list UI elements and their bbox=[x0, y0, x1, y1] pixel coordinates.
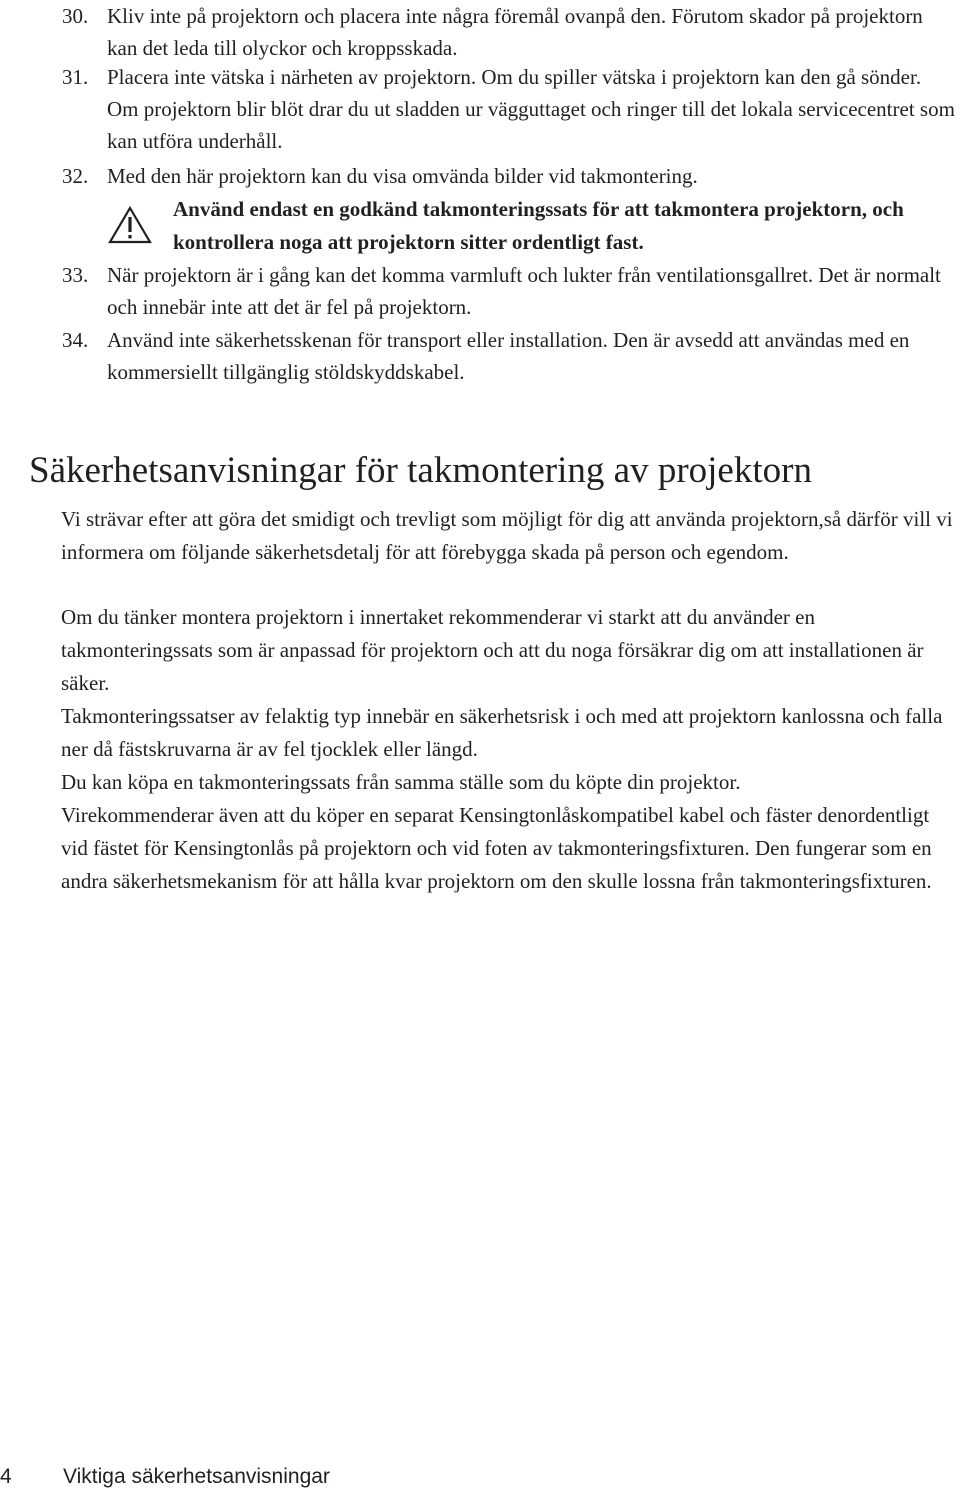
section-paragraph: Vi strävar efter att göra det smidigt och trevligt som möjligt för dig att använda projektorn,så därför vill vi informera om följande säkerhetsdetalj för att förebygga skada på person och egendom. bbox=[61, 507, 953, 564]
section-paragraph: Virekommenderar även att du köper en separat Kensingtonlåskompatibel kabel och fäster denordentligt vid fästet för Kensingtonlås på projektorn och vid foten av takmonteringsfixturen. Den fungerar som en andra säkerhetsmekanism för att hålla kvar projektorn om den skulle lossna från takmonteringsfixturen. bbox=[61, 803, 932, 893]
list-item-text: Med den här projektorn kan du visa omvända bilder vid takmontering. bbox=[107, 164, 698, 188]
footer-title: Viktiga säkerhetsanvisningar bbox=[63, 1465, 330, 1488]
list-item-number: 32. bbox=[62, 164, 89, 188]
list-item-number: 30. bbox=[62, 4, 89, 28]
section-paragraph: Takmonteringssatser av felaktig typ innebär en säkerhetsrisk i och med att projektorn kanlossna och falla ner då fästskruvarna är av fel tjocklek eller längd. bbox=[61, 704, 943, 761]
list-item-number: 33. bbox=[62, 263, 89, 287]
warning-triangle-icon bbox=[108, 205, 152, 245]
section-paragraph: Du kan köpa en takmonteringssats från samma ställe som du köpte din projektor. bbox=[61, 770, 741, 794]
warning-text: Använd endast en godkänd takmonteringssats för att takmontera projektorn, och kontrollera noga att projektorn sitter ordentligt fast. bbox=[173, 197, 904, 254]
section-title: Säkerhetsanvisningar för takmontering av projektorn bbox=[29, 450, 812, 491]
list-item-number: 31. bbox=[62, 65, 89, 89]
section-paragraph: Om du tänker montera projektorn i innertaket rekommenderar vi starkt att du använder en takmonteringssats som är anpassad för projektorn och att du noga försäkrar dig om att installationen är säker. bbox=[61, 605, 924, 695]
list-item-text: Placera inte vätska i närheten av projektorn. Om du spiller vätska i projektorn kan den gå sönder. Om projektorn blir blöt drar du ut sladden ur vägguttaget och ringer till det lokala servicecentret som kan utföra underhåll. bbox=[107, 65, 955, 153]
page-number: 4 bbox=[0, 1465, 12, 1488]
list-item-text: Använd inte säkerhetsskenan för transport eller installation. Den är avsedd att användas med en kommersiellt tillgänglig stöldskyddskabel. bbox=[107, 328, 910, 384]
list-item-text: Kliv inte på projektorn och placera inte några föremål ovanpå den. Förutom skador på projektorn kan det leda till olyckor och kroppsskada. bbox=[107, 4, 923, 60]
list-item-number: 34. bbox=[62, 328, 89, 352]
list-item-text: När projektorn är i gång kan det komma varmluft och lukter från ventilationsgallret. Det är normalt och innebär inte att det är fel på projektorn. bbox=[107, 263, 941, 319]
